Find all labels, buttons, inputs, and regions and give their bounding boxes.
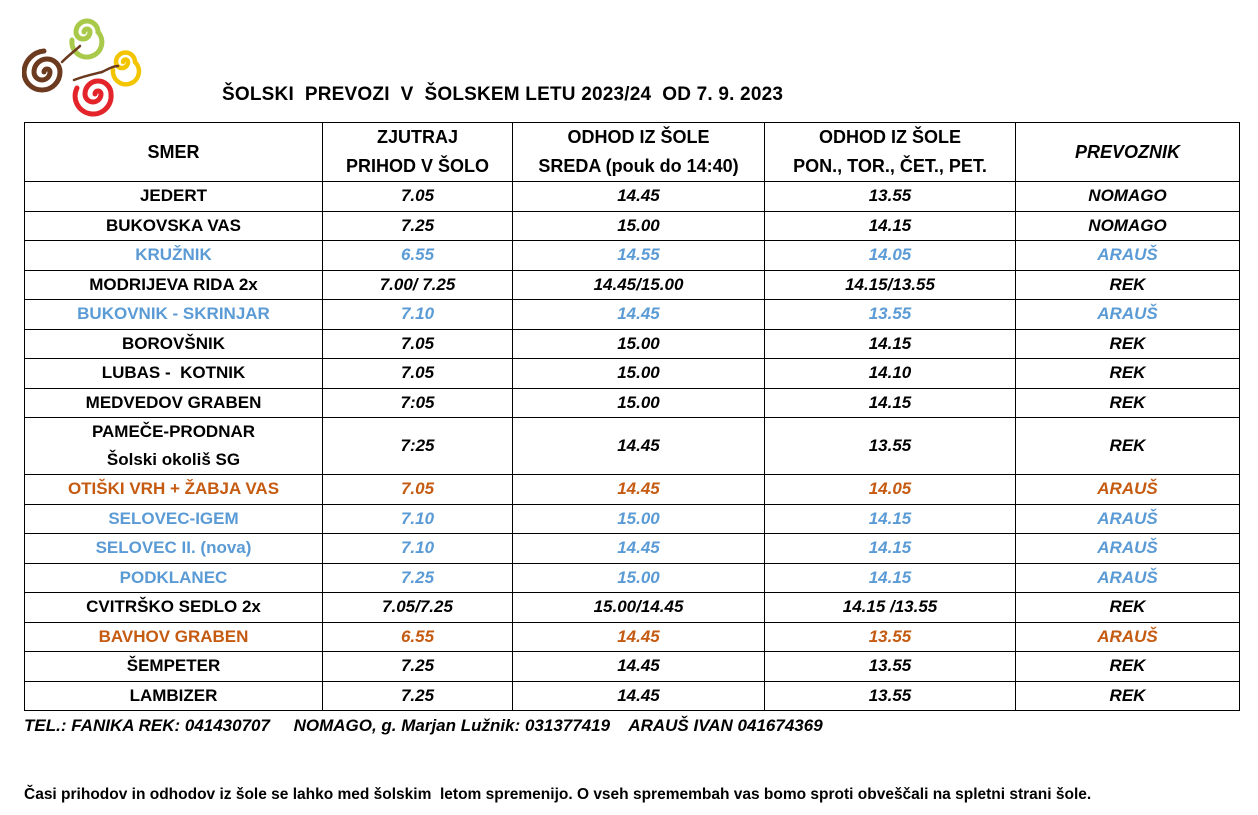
cell-smer: BOROVŠNIK	[25, 329, 323, 359]
cell-ostali: 13.55	[765, 182, 1016, 212]
cell-ostali: 14.15	[765, 563, 1016, 593]
school-logo	[22, 10, 142, 120]
cell-prihod: 6.55	[323, 622, 513, 652]
cell-smer-line1: PAMEČE-PRODNAR	[91, 422, 256, 441]
cell-smer: PODKLANEC	[25, 563, 323, 593]
cell-prevoznik: REK	[1016, 388, 1240, 418]
cell-smer: SELOVEC II. (nova)	[25, 534, 323, 564]
header-prihod-line1: ZJUTRAJ	[376, 127, 458, 147]
cell-smer-line2: Šolski okoliš SG	[106, 450, 241, 469]
cell-prevoznik: ARAUŠ	[1016, 475, 1240, 505]
schedule-change-note: Časi prihodov in odhodov iz šole se lahko med šolskim letom spremenijo. O vseh spremembah vas bomo sproti obveščali na spletni strani šole.	[24, 786, 1092, 803]
header-sreda-line1: ODHOD IZ ŠOLE	[567, 127, 710, 147]
cell-prihod: 7.25	[323, 652, 513, 682]
table-row	[25, 504, 1240, 534]
header-ostali-line2: PON., TOR., ČET., PET.	[793, 156, 987, 176]
cell-prihod: 7.10	[323, 504, 513, 534]
cell-ostali: 14.15/13.55	[765, 270, 1016, 300]
cell-smer	[25, 418, 323, 475]
cell-ostali: 14.15	[765, 504, 1016, 534]
cell-smer: OTIŠKI VRH + ŽABJA VAS	[25, 475, 323, 505]
cell-prihod: 7.25	[323, 211, 513, 241]
header-smer: SMER	[25, 123, 323, 182]
table-row	[25, 182, 1240, 212]
table-row	[25, 534, 1240, 564]
cell-sreda: 14.45	[513, 300, 765, 330]
table-row	[25, 270, 1240, 300]
cell-sreda: 14.55	[513, 241, 765, 271]
table-row	[25, 622, 1240, 652]
cell-prihod: 7.10	[323, 300, 513, 330]
cell-smer: MEDVEDOV GRABEN	[25, 388, 323, 418]
header-ostali-line1: ODHOD IZ ŠOLE	[818, 127, 961, 147]
cell-prevoznik: REK	[1016, 681, 1240, 711]
table-row	[25, 652, 1240, 682]
cell-ostali: 14.15	[765, 329, 1016, 359]
cell-prihod: 7.05	[323, 329, 513, 359]
cell-sreda: 15.00	[513, 329, 765, 359]
table-row	[25, 593, 1240, 623]
cell-prevoznik: ARAUŠ	[1016, 534, 1240, 564]
cell-prevoznik: REK	[1016, 652, 1240, 682]
cell-sreda: 15.00	[513, 359, 765, 389]
table-row	[25, 241, 1240, 271]
header-sreda	[513, 123, 765, 182]
page-title: ŠOLSKI PREVOZI V ŠOLSKEM LETU 2023/24 OD 7. 9. 2023	[222, 84, 784, 105]
cell-ostali: 13.55	[765, 652, 1016, 682]
header-prihod-line2: PRIHOD V ŠOLO	[345, 156, 489, 176]
cell-sreda: 15.00	[513, 563, 765, 593]
cell-sreda: 14.45	[513, 475, 765, 505]
cell-prevoznik: ARAUŠ	[1016, 300, 1240, 330]
cell-prevoznik: REK	[1016, 359, 1240, 389]
cell-prevoznik: ARAUŠ	[1016, 622, 1240, 652]
cell-sreda: 14.45	[513, 681, 765, 711]
header-prevoznik: PREVOZNIK	[1016, 123, 1240, 182]
cell-ostali: 14.05	[765, 475, 1016, 505]
cell-smer: BUKOVSKA VAS	[25, 211, 323, 241]
cell-prihod: 7.05	[323, 359, 513, 389]
cell-ostali: 14.05	[765, 241, 1016, 271]
cell-sreda: 14.45	[513, 622, 765, 652]
table-row	[25, 359, 1240, 389]
cell-smer: LUBAS - KOTNIK	[25, 359, 323, 389]
contact-phones: TEL.: FANIKA REK: 041430707 NOMAGO, g. Marjan Lužnik: 031377419 ARAUŠ IVAN 041674369	[24, 716, 823, 735]
cell-prevoznik: ARAUŠ	[1016, 563, 1240, 593]
cell-smer: JEDERT	[25, 182, 323, 212]
cell-ostali: 14.15	[765, 534, 1016, 564]
table-row	[25, 388, 1240, 418]
cell-sreda: 14.45/15.00	[513, 270, 765, 300]
table-row	[25, 329, 1240, 359]
header-ostali	[765, 123, 1016, 182]
table-row	[25, 475, 1240, 505]
cell-ostali: 14.15	[765, 211, 1016, 241]
table-row	[25, 300, 1240, 330]
cell-ostali: 14.10	[765, 359, 1016, 389]
cell-smer: ŠEMPETER	[25, 652, 323, 682]
cell-prihod: 7.05	[323, 182, 513, 212]
cell-smer: BAVHOV GRABEN	[25, 622, 323, 652]
cell-prihod: 7.00/ 7.25	[323, 270, 513, 300]
cell-ostali: 14.15 /13.55	[765, 593, 1016, 623]
cell-sreda: 15.00	[513, 504, 765, 534]
cell-prihod: 7.25	[323, 681, 513, 711]
cell-sreda: 15.00	[513, 211, 765, 241]
cell-smer: KRUŽNIK	[25, 241, 323, 271]
cell-prihod: 7:05	[323, 388, 513, 418]
cell-ostali: 13.55	[765, 681, 1016, 711]
cell-prevoznik: REK	[1016, 270, 1240, 300]
cell-smer: LAMBIZER	[25, 681, 323, 711]
cell-sreda: 14.45	[513, 652, 765, 682]
cell-prevoznik: REK	[1016, 329, 1240, 359]
header-sreda-line2: SREDA (pouk do 14:40)	[538, 156, 739, 176]
cell-prevoznik: ARAUŠ	[1016, 241, 1240, 271]
cell-smer: SELOVEC-IGEM	[25, 504, 323, 534]
cell-prihod: 7:25	[323, 418, 513, 475]
cell-sreda: 14.45	[513, 182, 765, 212]
table-row	[25, 418, 1240, 475]
header-prihod	[323, 123, 513, 182]
cell-prevoznik: NOMAGO	[1016, 211, 1240, 241]
cell-prihod: 6.55	[323, 241, 513, 271]
table-header-row	[25, 123, 1240, 182]
cell-prevoznik: ARAUŠ	[1016, 504, 1240, 534]
cell-ostali: 13.55	[765, 418, 1016, 475]
cell-prihod: 7.05	[323, 475, 513, 505]
table-row	[25, 211, 1240, 241]
cell-prihod: 7.10	[323, 534, 513, 564]
cell-prihod: 7.25	[323, 563, 513, 593]
cell-sreda: 14.45	[513, 534, 765, 564]
cell-prevoznik: REK	[1016, 418, 1240, 475]
cell-ostali: 13.55	[765, 300, 1016, 330]
table-row	[25, 563, 1240, 593]
cell-prevoznik: NOMAGO	[1016, 182, 1240, 212]
cell-smer: BUKOVNIK - SKRINJAR	[25, 300, 323, 330]
cell-sreda: 15.00/14.45	[513, 593, 765, 623]
cell-smer: CVITRŠKO SEDLO 2x	[25, 593, 323, 623]
cell-sreda: 14.45	[513, 418, 765, 475]
bus-schedule-table	[24, 122, 1240, 711]
cell-ostali: 14.15	[765, 388, 1016, 418]
cell-sreda: 15.00	[513, 388, 765, 418]
cell-smer: MODRIJEVA RIDA 2x	[25, 270, 323, 300]
cell-prevoznik: REK	[1016, 593, 1240, 623]
cell-prihod: 7.05/7.25	[323, 593, 513, 623]
cell-ostali: 13.55	[765, 622, 1016, 652]
table-row	[25, 681, 1240, 711]
